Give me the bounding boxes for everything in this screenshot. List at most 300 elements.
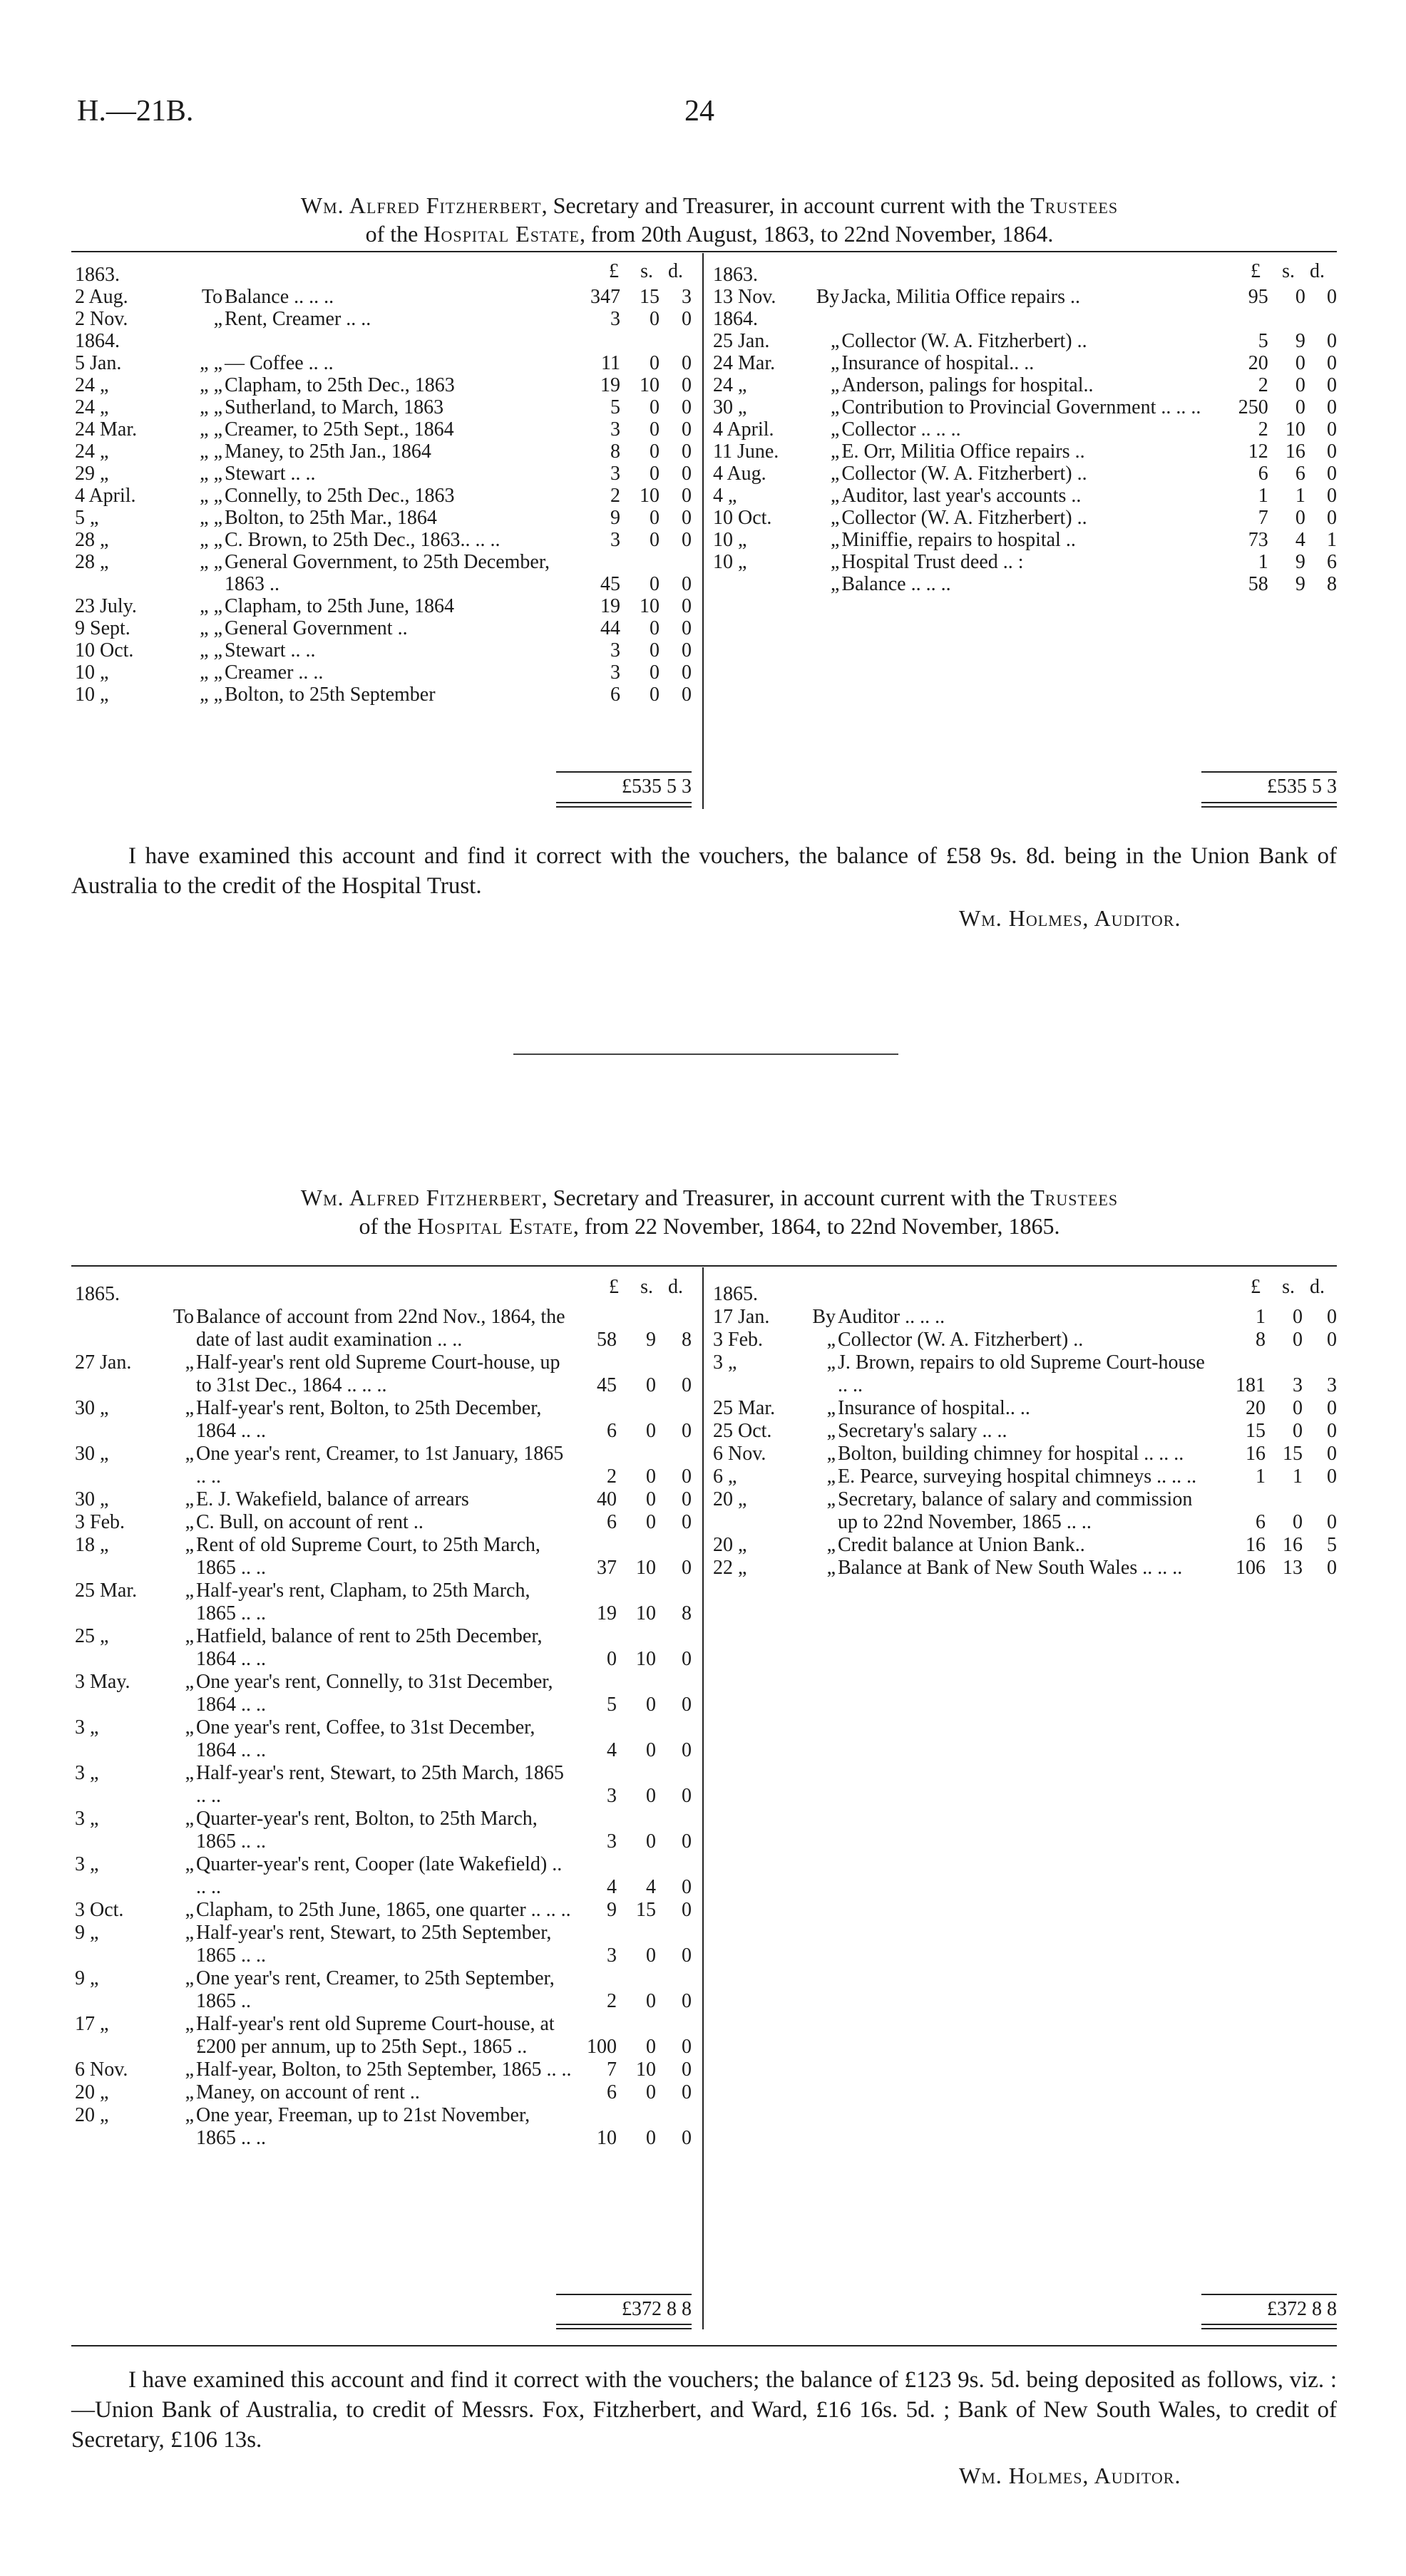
- table-row: 20 „ „ Credit balance at Union Bank.. 16 16 5: [713, 1534, 1337, 1556]
- entry-pence: 0: [1327, 418, 1337, 441]
- entry-date: 28 „: [75, 551, 109, 573]
- pence-header: d.: [1310, 1276, 1325, 1298]
- account1-left-total: £535 5 3: [622, 776, 692, 798]
- entry-pence: 0: [1327, 463, 1337, 485]
- table-row: 30 „ „ E. J. Wakefield, balance of arrears 40 0 0: [75, 1488, 692, 1510]
- entry-shillings: 0: [646, 1488, 656, 1510]
- entry-pounds: 347: [590, 286, 620, 308]
- table-row: 25 Mar. „ Half-year's rent, Clapham, to 25th March, 1865 .. .. 19 10 8: [75, 1580, 692, 1624]
- entry-pounds: 3: [610, 418, 620, 441]
- entry-description: Collector (W. A. Fitzherbert) ..: [841, 463, 1087, 485]
- entry-pence: 0: [682, 639, 692, 661]
- entry-pence: 6: [1327, 551, 1337, 573]
- entry-pence: 0: [1327, 1329, 1337, 1351]
- entry-pence: 0: [1327, 1557, 1337, 1579]
- entry-date: 20 „: [713, 1488, 747, 1510]
- entry-date: 30 „: [75, 1488, 109, 1510]
- shilling-header: s.: [640, 260, 653, 282]
- entry-pounds: 1: [1256, 1306, 1266, 1328]
- entry-date: 1864.: [75, 330, 120, 352]
- account1-title-mid: , Secretary and Treasurer, in account current with the: [541, 192, 1031, 218]
- entry-description: Half-year's rent old Supreme Court-house, at £200 per annum, up to 25th Sept., 1865 ..: [196, 2013, 555, 2058]
- entry-date: 24 Mar.: [75, 418, 138, 441]
- entry-pounds: 6: [607, 1420, 617, 1442]
- entry-shillings: 0: [646, 1944, 656, 1967]
- entry-shillings: 0: [650, 418, 660, 441]
- table-row: 6 Nov. „ Bolton, building chimney for hospital .. .. .. 16 15 0: [713, 1443, 1337, 1465]
- entry-shillings: 0: [646, 1785, 656, 1807]
- entry-pence: 0: [682, 308, 692, 330]
- entry-pounds: 2: [610, 485, 620, 507]
- entry-description: General Government, to 25th December, 1863 ..: [225, 551, 550, 595]
- entry-description: Rent, Creamer .. ..: [225, 308, 371, 330]
- entry-pounds: 73: [1248, 529, 1268, 551]
- entry-description: Half-year's rent, Stewart, to 25th September, 1865 .. ..: [196, 1922, 552, 1967]
- entry-description: One year's rent, Creamer, to 25th September, 1865 ..: [196, 1967, 555, 2012]
- entry-description: Balance at Bank of New South Wales .. .. ..: [838, 1557, 1183, 1579]
- entry-pounds: 19: [597, 1602, 617, 1624]
- entry-pence: 0: [682, 529, 692, 551]
- table-row: 4 April. „ „ Connelly, to 25th Dec., 1863 2 10 0: [75, 485, 692, 507]
- entry-date: 3 May.: [75, 1671, 130, 1693]
- entry-pounds: 8: [1256, 1329, 1266, 1351]
- entry-description: E. Pearce, surveying hospital chimneys .. .. ..: [838, 1465, 1197, 1488]
- entry-shillings: 0: [646, 1694, 656, 1716]
- entry-date: 9 „: [75, 1922, 99, 1944]
- entry-shillings: 15: [640, 286, 660, 308]
- table-row: 6 Nov. „ Half-year, Bolton, to 25th September, 1865 .. .. 7 10 0: [75, 2059, 692, 2081]
- entry-pounds: 16: [1246, 1443, 1266, 1465]
- table-row: 23 July. „ „ Clapham, to 25th June, 1864 19 10 0: [75, 595, 692, 617]
- entry-shillings: 0: [1293, 1306, 1303, 1328]
- account1-debit-table: [75, 264, 692, 706]
- entry-date: 3 Oct.: [75, 1899, 124, 1921]
- entry-shillings: 0: [1293, 1420, 1303, 1442]
- entry-date: 3 „: [75, 1808, 99, 1830]
- table-row: 9 „ „ Half-year's rent, Stewart, to 25th September, 1865 .. .. 3 0 0: [75, 1922, 692, 1967]
- table-row: 6 „ „ E. Pearce, surveying hospital chimneys .. .. .. 1 1 0: [713, 1465, 1337, 1488]
- entry-description: Creamer, to 25th Sept., 1864: [225, 418, 454, 441]
- table-row: 10 „ „ „ Bolton, to 25th September 6 0 0: [75, 684, 692, 706]
- account2-title-line2b: , from 22 November, 1864, to 22nd November, 1865.: [573, 1213, 1060, 1239]
- entry-pence: 0: [682, 1648, 692, 1670]
- entry-pence: 8: [682, 1602, 692, 1624]
- account1-top-rule: [71, 251, 1337, 252]
- entry-pounds: 4: [607, 1739, 617, 1761]
- entry-date: 30 „: [75, 1443, 109, 1465]
- entry-pence: 0: [1327, 441, 1337, 463]
- entry-date: 3 „: [75, 1853, 99, 1875]
- entry-description: Collector (W. A. Fitzherbert) ..: [841, 330, 1087, 352]
- entry-pence: 8: [1327, 573, 1337, 595]
- entry-pounds: 7: [607, 2059, 617, 2081]
- entry-pence: 0: [682, 374, 692, 396]
- account2-right-total-double-rule: [1201, 2324, 1337, 2329]
- entry-pounds: 37: [597, 1557, 617, 1579]
- entry-pounds: 19: [600, 374, 620, 396]
- entry-date: 20 „: [75, 2081, 109, 2103]
- account2-credit-table: [713, 1283, 1337, 1580]
- entry-pence: 0: [1327, 1443, 1337, 1465]
- entry-description: Secretary, balance of salary and commission up to 22nd November, 1865 .. ..: [838, 1488, 1193, 1533]
- entry-pounds: 3: [610, 529, 620, 551]
- account2-audit-statement: I have examined this account and find it correct with the vouchers; the balance of £123 9s. 5d. being deposited as follows, viz. :—Union Bank of Australia, to credit of Messrs. Fox, Fitzherbert, and Ward, £16 16s. 5d. ; Bank of New South Wales, to credit of Secretary, £106 13s.: [71, 2367, 1337, 2453]
- entry-date: [713, 573, 806, 595]
- entry-pounds: 2: [607, 1990, 617, 2012]
- table-row: 20 „ „ One year, Freeman, up to 21st November, 1865 .. .. 10 0 0: [75, 2104, 692, 2149]
- entry-pounds: 3: [610, 661, 620, 684]
- entry-description: Jacka, Militia Office repairs ..: [841, 286, 1080, 308]
- entry-pounds: 58: [597, 1329, 617, 1351]
- entry-pounds: 9: [610, 507, 620, 529]
- entry-shillings: 3: [1293, 1374, 1303, 1396]
- table-row: To Balance of account from 22nd Nov., 1864, the date of last audit examination .. .. 58 9 8: [75, 1306, 692, 1351]
- account2-debit-table: [75, 1283, 692, 2150]
- table-row: 3 May. „ One year's rent, Connelly, to 31st December, 1864 .. .. 5 0 0: [75, 1671, 692, 1716]
- entry-pounds: 6: [1258, 463, 1268, 485]
- entry-description: Clapham, to 25th June, 1865, one quarter .. .. ..: [196, 1899, 571, 1921]
- entry-description: Auditor .. .. ..: [838, 1306, 945, 1328]
- entry-description: Quarter-year's rent, Cooper (late Wakefield) .. .. ..: [196, 1853, 563, 1898]
- entry-date: 10 „: [713, 529, 747, 551]
- entry-date: 2 Nov.: [75, 308, 128, 330]
- entry-description: Maney, to 25th Jan., 1864: [225, 441, 431, 463]
- entry-shillings: 0: [1295, 286, 1305, 308]
- entry-shillings: 0: [650, 529, 660, 551]
- entry-shillings: 0: [1293, 1329, 1303, 1351]
- account1-right-total: £535 5 3: [1267, 776, 1337, 798]
- entry-description: Half-year, Bolton, to 25th September, 1865 .. ..: [196, 2059, 572, 2081]
- account1-title-trustees: Trustees: [1030, 192, 1119, 218]
- entry-pence: 0: [1327, 1511, 1337, 1533]
- entry-pence: 0: [682, 463, 692, 485]
- entry-pounds: 0: [607, 1648, 617, 1670]
- entry-pence: 0: [1327, 485, 1337, 507]
- table-row: 13 Nov. By Jacka, Militia Office repairs .. 95 0 0: [713, 286, 1337, 308]
- entry-shillings: 0: [650, 507, 660, 529]
- entry-date: 10 Oct.: [713, 507, 772, 529]
- entry-description: E. Orr, Militia Office repairs ..: [841, 441, 1085, 463]
- entry-pence: 0: [682, 2059, 692, 2081]
- entry-description: J. Brown, repairs to old Supreme Court-house .. ..: [838, 1351, 1205, 1396]
- entry-description: Anderson, palings for hospital..: [841, 374, 1094, 396]
- entry-pence: 0: [682, 1944, 692, 1967]
- entry-shillings: 0: [646, 2036, 656, 2058]
- entry-pounds: 9: [607, 1899, 617, 1921]
- entry-shillings: 16: [1285, 441, 1305, 463]
- entry-description: Half-year's rent, Clapham, to 25th March, 1865 .. ..: [196, 1580, 530, 1624]
- entry-date: 24 „: [75, 396, 109, 418]
- entry-description: Connelly, to 25th Dec., 1863: [225, 485, 455, 507]
- entry-date: 9 Sept.: [75, 617, 130, 639]
- table-row: 3 „ „ J. Brown, repairs to old Supreme Court-house .. .. 181 3 3: [713, 1351, 1337, 1396]
- entry-pounds: 58: [1248, 573, 1268, 595]
- table-row: 28 „ „ „ General Government, to 25th December, 1863 .. 45 0 0: [75, 551, 692, 595]
- entry-date: 23 July.: [75, 595, 137, 617]
- entry-shillings: 10: [640, 374, 660, 396]
- entry-pounds: 12: [1248, 441, 1268, 463]
- table-row: 22 „ „ Balance at Bank of New South Wales .. .. .. 106 13 0: [713, 1557, 1337, 1579]
- table-row: 24 Mar. „ „ Creamer, to 25th Sept., 1864 3 0 0: [75, 418, 692, 441]
- entry-shillings: 0: [646, 1374, 656, 1396]
- entry-description: Bolton, to 25th September: [225, 684, 436, 706]
- entry-pence: 0: [682, 1990, 692, 2012]
- entry-date: 22 „: [713, 1557, 747, 1579]
- entry-shillings: 0: [650, 441, 660, 463]
- table-row: 4 April. „ Collector .. .. .. 2 10 0: [713, 418, 1337, 441]
- entry-description: One year's rent, Creamer, to 1st January, 1865 .. ..: [196, 1443, 564, 1488]
- pence-header: d.: [668, 260, 683, 282]
- entry-date: 20 „: [75, 2104, 109, 2126]
- entry-pounds: 19: [600, 595, 620, 617]
- table-row: [713, 264, 1337, 286]
- entry-pounds: 15: [1246, 1420, 1266, 1442]
- table-row: 25 Oct. „ Secretary's salary .. .. 15 0 0: [713, 1420, 1337, 1442]
- entry-shillings: 0: [650, 573, 660, 595]
- table-row: 11 June. „ E. Orr, Militia Office repairs .. 12 16 0: [713, 441, 1337, 463]
- entry-pence: 0: [682, 684, 692, 706]
- entry-pence: 0: [682, 595, 692, 617]
- entry-pence: 0: [1327, 1397, 1337, 1419]
- entry-description: Clapham, to 25th June, 1864: [225, 595, 454, 617]
- entry-pence: 0: [682, 2081, 692, 2103]
- table-row: 3 Feb. „ C. Bull, on account of rent .. 6 0 0: [75, 1511, 692, 1533]
- entry-pence: 3: [682, 286, 692, 308]
- table-row: 27 Jan. „ Half-year's rent old Supreme Court-house, up to 31st Dec., 1864 .. .. .. 45 0 0: [75, 1351, 692, 1396]
- entry-date: 30 „: [713, 396, 747, 418]
- table-row: 10 „ „ „ Creamer .. .. 3 0 0: [75, 661, 692, 684]
- account2-title-name: Wm. Alfred Fitzherbert: [300, 1185, 542, 1210]
- entry-pounds: 5: [607, 1694, 617, 1716]
- table-row: 24 „ „ „ Sutherland, to March, 1863 5 0 0: [75, 396, 692, 418]
- entry-pence: 1: [1327, 529, 1337, 551]
- entry-description: Rent of old Supreme Court, to 25th March, 1865 .. ..: [196, 1534, 540, 1579]
- entry-pounds: 2: [1258, 418, 1268, 441]
- entry-date: 24 „: [75, 374, 109, 396]
- entry-description: General Government ..: [225, 617, 408, 639]
- entry-date: 18 „: [75, 1534, 109, 1556]
- entry-shillings: 13: [1283, 1557, 1303, 1579]
- entry-description: Collector .. .. ..: [841, 418, 961, 441]
- entry-shillings: 0: [646, 1739, 656, 1761]
- account2-left-total: £372 8 8: [622, 2298, 692, 2320]
- table-row: 30 „ „ Half-year's rent, Bolton, to 25th December, 1864 .. .. 6 0 0: [75, 1397, 692, 1442]
- entry-date: 17 Jan.: [713, 1306, 770, 1328]
- entry-description: Collector (W. A. Fitzherbert) ..: [841, 507, 1087, 529]
- table-row: 20 „ „ Maney, on account of rent .. 6 0 0: [75, 2081, 692, 2103]
- document-reference: H.—21B.: [77, 95, 194, 128]
- table-row: 4 Aug. „ Collector (W. A. Fitzherbert) .. 6 6 0: [713, 463, 1337, 485]
- table-row: [713, 308, 1337, 330]
- entry-pounds: 3: [610, 308, 620, 330]
- pence-header: d.: [668, 1276, 683, 1298]
- entry-date: 6 „: [713, 1465, 737, 1488]
- entry-description: Hospital Trust deed .. :: [841, 551, 1024, 573]
- entry-description: Bolton, building chimney for hospital .. .. ..: [838, 1443, 1184, 1465]
- entry-pence: 0: [1327, 507, 1337, 529]
- pound-header: £: [609, 1276, 619, 1298]
- entry-pounds: 6: [1256, 1511, 1266, 1533]
- entry-pence: 0: [1327, 1420, 1337, 1442]
- table-row: 17 Jan. By Auditor .. .. .. 1 0 0: [713, 1306, 1337, 1328]
- entry-pounds: 250: [1238, 396, 1268, 418]
- entry-shillings: 0: [650, 684, 660, 706]
- entry-date: 4 Aug.: [713, 463, 766, 485]
- account1-title-hospital: Hospital Estate: [424, 221, 580, 247]
- entry-pence: 3: [1327, 1374, 1337, 1396]
- entry-shillings: 4: [1295, 529, 1305, 551]
- entry-pounds: 5: [1258, 330, 1268, 352]
- table-row: [713, 1283, 1337, 1306]
- entry-shillings: 10: [640, 485, 660, 507]
- entry-pounds: 6: [607, 2081, 617, 2103]
- entry-pence: 0: [682, 1374, 692, 1396]
- entry-shillings: 0: [646, 1511, 656, 1533]
- entry-description: Balance .. .. ..: [841, 573, 951, 595]
- account1-left-total-rule: [556, 771, 692, 773]
- entry-description: Insurance of hospital.. ..: [838, 1397, 1030, 1419]
- account1-right-total-double-rule: [1201, 802, 1337, 808]
- entry-date: [75, 1306, 171, 1351]
- entry-description: Collector (W. A. Fitzherbert) ..: [838, 1329, 1084, 1351]
- entry-shillings: 10: [636, 1557, 656, 1579]
- entry-shillings: 0: [646, 1420, 656, 1442]
- table-row: 5 Jan. „ „ — Coffee .. .. 11 0 0: [75, 352, 692, 374]
- entry-date: 30 „: [75, 1397, 109, 1419]
- account1-left-total-double-rule: [556, 802, 692, 808]
- pound-header: £: [1251, 1276, 1261, 1298]
- entry-pounds: 2: [1258, 374, 1268, 396]
- entry-shillings: 9: [1295, 551, 1305, 573]
- table-row: 24 „ „ „ Clapham, to 25th Dec., 1863 19 10 0: [75, 374, 692, 396]
- entry-shillings: 6: [1295, 463, 1305, 485]
- entry-shillings: 0: [646, 1830, 656, 1853]
- entry-shillings: 0: [650, 661, 660, 684]
- account1-title-line2b: , from 20th August, 1863, to 22nd November, 1864.: [579, 221, 1054, 247]
- table-row: 25 Mar. „ Insurance of hospital.. .. 20 0 0: [713, 1397, 1337, 1419]
- entry-shillings: 0: [1293, 1511, 1303, 1533]
- entry-date: 3 „: [75, 1716, 99, 1738]
- entry-shillings: 0: [1295, 352, 1305, 374]
- entry-date: 25 Mar.: [75, 1580, 138, 1602]
- entry-date: 24 „: [75, 441, 109, 463]
- entry-pounds: 40: [597, 1488, 617, 1510]
- entry-date: 1865.: [75, 1283, 120, 1305]
- entry-pence: 0: [682, 2036, 692, 2058]
- shilling-header: s.: [1282, 1276, 1295, 1298]
- entry-shillings: 0: [646, 1990, 656, 2012]
- entry-shillings: 9: [646, 1329, 656, 1351]
- entry-pounds: 1: [1258, 485, 1268, 507]
- entry-description: One year, Freeman, up to 21st November, 1865 .. ..: [196, 2104, 530, 2149]
- entry-pence: 0: [682, 396, 692, 418]
- account2-title: [71, 1183, 1348, 1240]
- entry-shillings: 4: [646, 1876, 656, 1898]
- entry-pence: 0: [682, 1876, 692, 1898]
- entry-date: 10 Oct.: [75, 639, 134, 661]
- entry-pence: 0: [682, 1557, 692, 1579]
- entry-date: 29 „: [75, 463, 109, 485]
- table-row: 24 „ „ „ Maney, to 25th Jan., 1864 8 0 0: [75, 441, 692, 463]
- entry-description: One year's rent, Connelly, to 31st December, 1864 .. ..: [196, 1671, 553, 1716]
- table-row: 3 „ „ Quarter-year's rent, Bolton, to 25th March, 1865 .. .. 3 0 0: [75, 1808, 692, 1853]
- entry-description: Maney, on account of rent ..: [196, 2081, 420, 2103]
- account2-right-total: £372 8 8: [1267, 2298, 1337, 2320]
- section-separator: [513, 1053, 898, 1055]
- entry-description: Insurance of hospital.. ..: [841, 352, 1035, 374]
- entry-date: 9 „: [75, 1967, 99, 1989]
- entry-shillings: 0: [650, 617, 660, 639]
- table-row: 24 Mar. „ Insurance of hospital.. .. 20 0 0: [713, 352, 1337, 374]
- table-row: 10 Oct. „ „ Stewart .. .. 3 0 0: [75, 639, 692, 661]
- account2-right-total-rule: [1201, 2294, 1337, 2295]
- table-row: 2 Nov. „ Rent, Creamer .. .. 3 0 0: [75, 308, 692, 330]
- entry-date: 1864.: [713, 308, 758, 330]
- entry-pounds: 2: [607, 1465, 617, 1488]
- table-row: 9 „ „ One year's rent, Creamer, to 25th September, 1865 .. 2 0 0: [75, 1967, 692, 2012]
- entry-shillings: 9: [1295, 330, 1305, 352]
- entry-shillings: 0: [650, 396, 660, 418]
- account1-column-divider: [702, 253, 704, 809]
- account2-column-divider: [702, 1267, 704, 2329]
- entry-pence: 0: [682, 1488, 692, 1510]
- account1-right-total-rule: [1201, 771, 1337, 773]
- entry-shillings: 10: [640, 595, 660, 617]
- entry-pence: 0: [682, 1420, 692, 1442]
- entry-date: 3 Feb.: [713, 1329, 763, 1351]
- table-row: 25 „ „ Hatfield, balance of rent to 25th December, 1864 .. .. 0 10 0: [75, 1625, 692, 1670]
- entry-date: 27 Jan.: [75, 1351, 132, 1374]
- entry-pounds: 3: [610, 463, 620, 485]
- account2-top-rule: [71, 1265, 1337, 1267]
- account2-title-line2a: of the: [359, 1213, 418, 1239]
- table-row: „ Balance .. .. .. 58 9 8: [713, 573, 1337, 595]
- entry-pounds: 44: [600, 617, 620, 639]
- entry-shillings: 10: [1285, 418, 1305, 441]
- entry-date: 3 „: [713, 1351, 737, 1374]
- entry-description: Half-year's rent old Supreme Court-house, up to 31st Dec., 1864 .. .. ..: [196, 1351, 560, 1396]
- table-row: 3 Oct. „ Clapham, to 25th June, 1865, one quarter .. .. .. 9 15 0: [75, 1899, 692, 1921]
- table-row: 4 „ „ Auditor, last year's accounts .. 1 1 0: [713, 485, 1337, 507]
- entry-pence: 0: [682, 507, 692, 529]
- account1-title-line2a: of the: [365, 221, 424, 247]
- entry-pence: 0: [682, 1511, 692, 1533]
- entry-description: Miniffie, repairs to hospital ..: [841, 529, 1076, 551]
- table-row: 9 Sept. „ „ General Government .. 44 0 0: [75, 617, 692, 639]
- entry-pounds: 3: [607, 1830, 617, 1853]
- entry-shillings: 1: [1295, 485, 1305, 507]
- entry-shillings: 1: [1293, 1465, 1303, 1488]
- entry-description: Stewart .. ..: [225, 463, 316, 485]
- entry-date: 25 Jan.: [713, 330, 770, 352]
- table-row: 3 „ „ Half-year's rent, Stewart, to 25th March, 1865 .. .. 3 0 0: [75, 1762, 692, 1807]
- entry-pounds: 3: [607, 1785, 617, 1807]
- entry-shillings: 10: [636, 1648, 656, 1670]
- entry-shillings: 0: [646, 2127, 656, 2149]
- shilling-header: s.: [640, 1276, 653, 1298]
- entry-pence: 0: [682, 1739, 692, 1761]
- table-row: [75, 264, 692, 286]
- entry-date: 17 „: [75, 2013, 109, 2035]
- entry-shillings: 0: [646, 1465, 656, 1488]
- entry-date: 3 Feb.: [75, 1511, 125, 1533]
- entry-date: 24 Mar.: [713, 352, 776, 374]
- entry-pounds: 45: [597, 1374, 617, 1396]
- entry-shillings: 0: [1293, 1397, 1303, 1419]
- entry-shillings: 10: [636, 2059, 656, 2081]
- entry-pounds: 5: [610, 396, 620, 418]
- entry-description: Credit balance at Union Bank..: [838, 1534, 1085, 1556]
